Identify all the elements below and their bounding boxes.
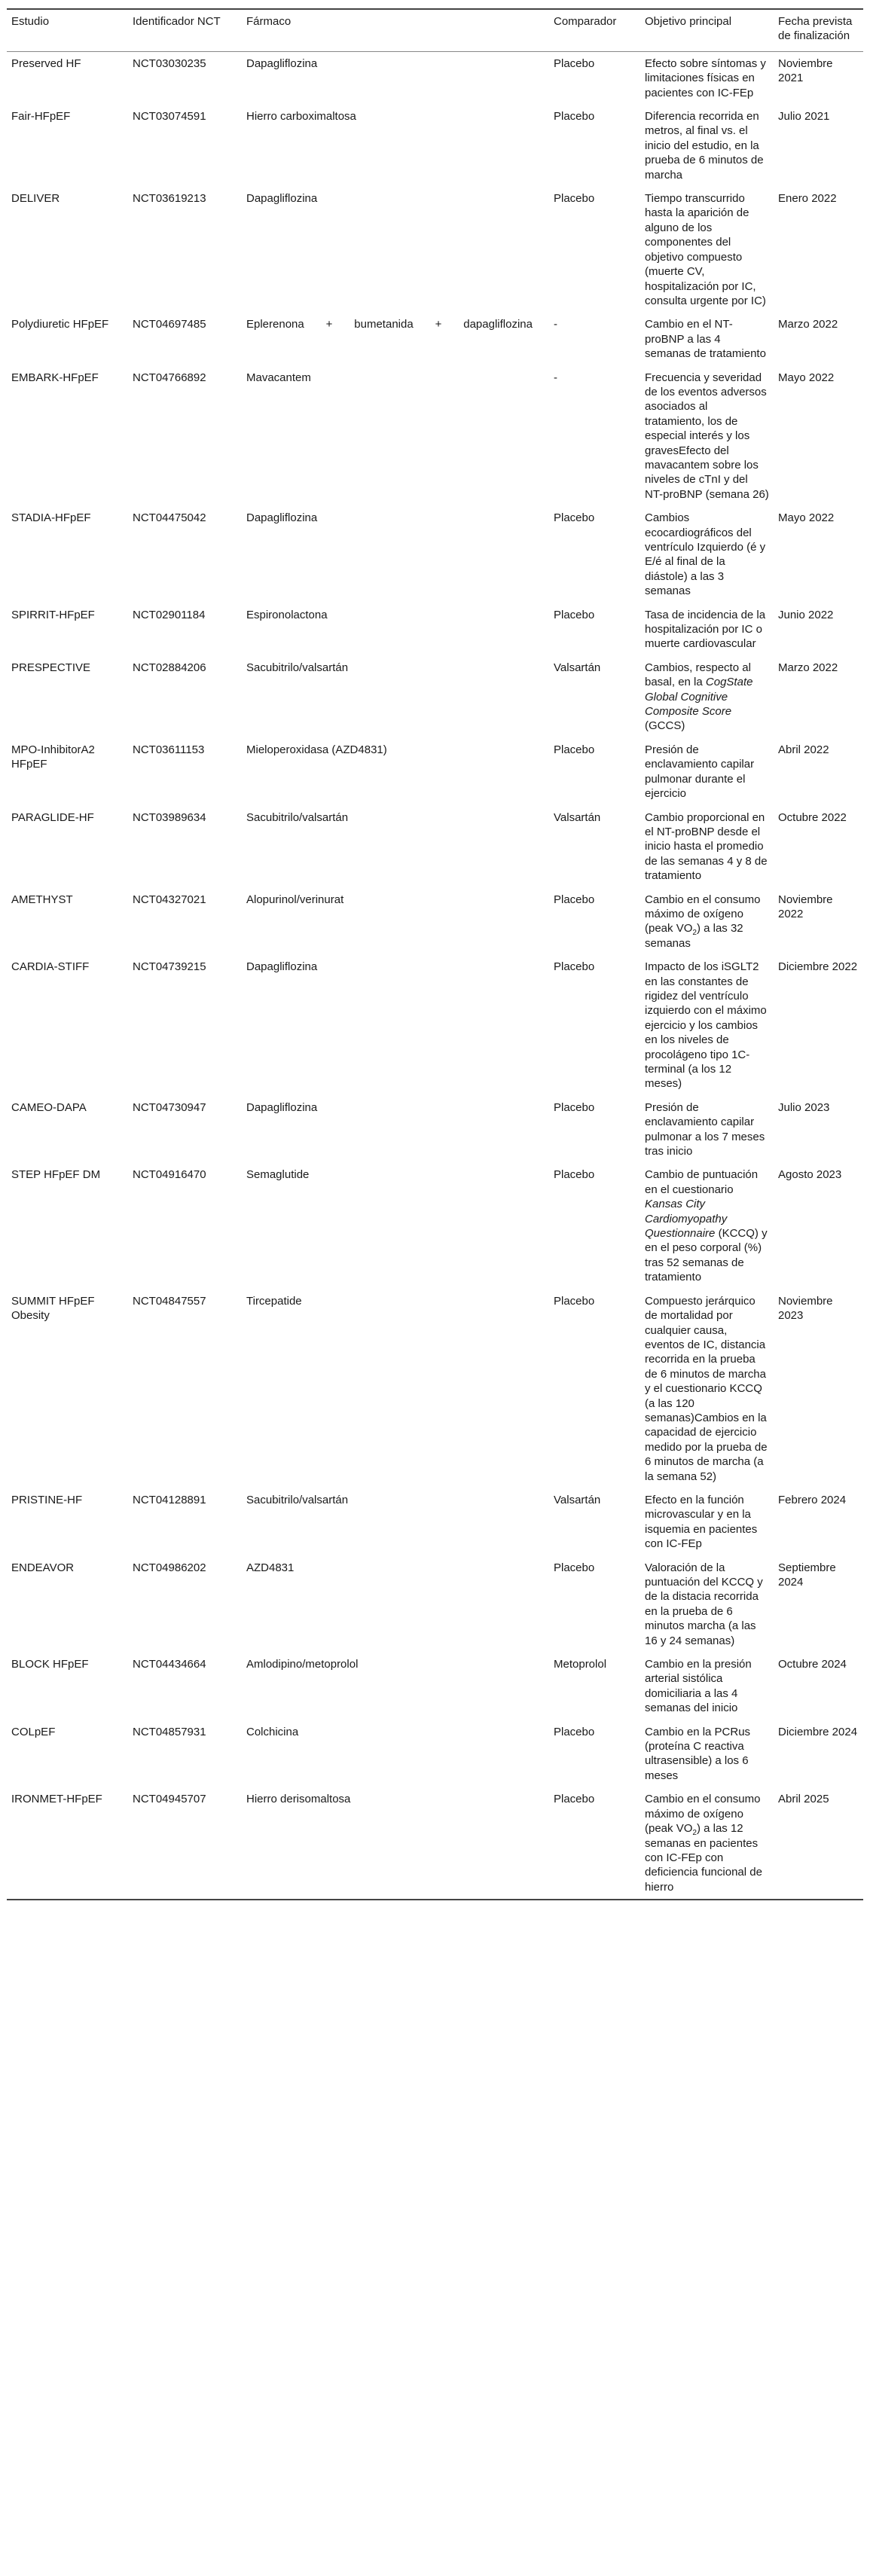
objective-cell: Cambio en la PCRus (proteína C reactiva ultrasensible) a los 6 meses — [645, 1725, 751, 1782]
drug-part: Eplerenona — [246, 318, 304, 331]
drug-cell: Hierro carboximaltosa — [246, 110, 356, 124]
end-date-cell: Octubre 2022 — [778, 810, 847, 824]
header-study: Estudio — [11, 15, 50, 28]
study-cell: AMETHYST — [11, 893, 73, 906]
table-row — [7, 366, 863, 507]
study-cell: CAMEO-DAPA — [11, 1100, 87, 1114]
objective-cell: Cambio en la presión arterial sistólica domiciliaria a las 4 semanas del inicio — [645, 1658, 752, 1715]
objective-cell: Impacto de los iSGLT2 en las constantes de rigidez del ventrículo izquierdo con el máximo ejercicio y los cambios en los niveles de procolágeno tipo 1C-terminal (a los 12 meses) — [645, 960, 767, 1091]
objective-cell: Valoración de la puntuación del KCCQ y de la distacia recorrida en la prueba de 6 minutos marcha (a las 16 y 24 semanas) — [645, 1561, 763, 1647]
header-objective: Objetivo principal — [645, 15, 732, 28]
table-row — [7, 806, 863, 888]
objective-cell: Tiempo transcurrido hasta la aparición de alguno de los componentes del objetivo compuesto (muerte CV, hospitalización por IC, consulta urgente por IC) — [645, 192, 766, 307]
objective-cell: Cambios ecocardiográficos del ventrículo Izquierdo (é y E/é al final de la diástole) a las 3 semanas — [645, 511, 766, 598]
comparator-cell: Placebo — [554, 1168, 595, 1182]
table-row — [7, 1096, 863, 1164]
end-date-cell: Julio 2021 — [778, 110, 830, 124]
objective-cell: Efecto en la función microvascular y en la isquemia en pacientes con IC-FEp — [645, 1493, 758, 1551]
objective-italic-text: Kansas City Cardiomyopathy Questionnaire — [645, 1198, 728, 1241]
objective-cell: Presión de enclavamiento capilar pulmonar durante el ejercicio — [645, 743, 755, 801]
drug-cell: Colchicina — [246, 1725, 299, 1738]
end-date-cell: Septiembre 2024 — [778, 1561, 836, 1589]
objective-text: Cambio de puntuación en el cuestionario — [645, 1168, 759, 1196]
objective-cell — [640, 1787, 774, 1900]
comparator-cell: Placebo — [554, 192, 595, 206]
comparator-cell: Valsartán — [554, 661, 601, 674]
nct-cell: NCT03030235 — [133, 56, 206, 70]
nct-cell: NCT04986202 — [133, 1561, 206, 1574]
nct-cell: NCT04730947 — [133, 1100, 206, 1114]
comparator-cell: Placebo — [554, 511, 595, 525]
end-date-cell: Marzo 2022 — [778, 318, 838, 331]
table-row — [7, 1720, 863, 1788]
clinical-trials-table-container — [7, 8, 863, 1900]
table-row — [7, 1163, 863, 1289]
drug-part: dapagliflozina — [463, 318, 533, 331]
study-cell: COLpEF — [11, 1725, 56, 1738]
table-row — [7, 1653, 863, 1720]
objective-text: Cambio en el consumo máximo de oxígeno (peak VO — [645, 893, 761, 935]
end-date-cell: Diciembre 2022 — [778, 960, 858, 974]
nct-cell: NCT04697485 — [133, 318, 206, 331]
study-cell: PRISTINE-HF — [11, 1493, 83, 1506]
drug-cell: Semaglutide — [246, 1168, 310, 1182]
objective-text: (KCCQ) y en el peso corporal (%) tras 52 semanas de tratamiento — [645, 1227, 768, 1284]
nct-cell: NCT04434664 — [133, 1658, 206, 1671]
end-date-cell: Agosto 2023 — [778, 1168, 842, 1182]
end-date-cell: Noviembre 2022 — [778, 893, 833, 920]
drug-part: bumetanida — [354, 318, 414, 331]
end-date-cell: Diciembre 2024 — [778, 1725, 858, 1738]
study-cell: ENDEAVOR — [11, 1561, 75, 1574]
objective-text: Cambios, respecto al basal, en la — [645, 661, 751, 689]
table-row — [7, 51, 863, 105]
objective-cell: Frecuencia y severidad de los eventos adversos asociados al tratamiento, los de especial interés y los gravesEfecto del mavacantem sobre los niveles de cTnI y del NT-proBNP (semana 26) — [645, 371, 769, 501]
end-date-cell: Junio 2022 — [778, 608, 834, 621]
comparator-cell: Metoprolol — [554, 1658, 607, 1671]
nct-cell: NCT04128891 — [133, 1493, 206, 1506]
objective-text: (GCCS) — [645, 719, 685, 733]
table-row — [7, 738, 863, 806]
study-cell: STADIA-HFpEF — [11, 511, 91, 525]
nct-cell: NCT04739215 — [133, 960, 206, 974]
drug-cell: Tircepatide — [246, 1294, 302, 1308]
objective-text: Cambio en el consumo máximo de oxígeno (peak VO — [645, 1793, 761, 1836]
end-date-cell: Noviembre 2021 — [778, 56, 833, 85]
drug-part: + — [325, 318, 333, 331]
objective-cell — [640, 656, 774, 738]
table-header — [7, 9, 863, 51]
nct-cell: NCT04327021 — [133, 893, 206, 906]
objective-text: ) a las 12 semanas en pacientes con IC-FEp con deficiencia funcional de hierro — [645, 1822, 762, 1894]
study-cell: STEP HFpEF DM — [11, 1168, 101, 1182]
comparator-cell: Placebo — [554, 110, 595, 124]
drug-cell: Dapagliflozina — [246, 1100, 318, 1114]
end-date-cell: Mayo 2022 — [778, 511, 835, 525]
end-date-cell: Mayo 2022 — [778, 371, 835, 384]
end-date-cell: Enero 2022 — [778, 192, 837, 206]
objective-cell: Compuesto jerárquico de mortalidad por cualquier causa, eventos de IC, distancia recorrida en la prueba de 6 minutos de marcha y el cuestionario KCCQ (a las 120 semanas)Cambios en la capacidad de ejercicio medido por la prueba de 6 minutos de marcha (a la semana 52) — [645, 1294, 768, 1483]
end-date-cell: Noviembre 2023 — [778, 1294, 833, 1323]
comparator-cell: - — [554, 371, 557, 384]
study-cell: SPIRRIT-HFpEF — [11, 608, 95, 621]
table-row — [7, 1290, 863, 1488]
objective-italic-text: CogState Global Cognitive Composite Score — [645, 676, 753, 719]
drug-cell: AZD4831 — [246, 1561, 295, 1574]
table-row — [7, 1556, 863, 1653]
table-row — [7, 1488, 863, 1556]
nct-cell: NCT04766892 — [133, 371, 206, 384]
comparator-cell: Valsartán — [554, 1493, 601, 1506]
study-cell: IRONMET-HFpEF — [11, 1793, 102, 1806]
drug-cell: Sacubitrilo/valsartán — [246, 1493, 349, 1506]
table-row — [7, 1787, 863, 1900]
study-cell: PARAGLIDE-HF — [11, 810, 94, 824]
nct-cell: NCT04475042 — [133, 511, 206, 525]
comparator-cell: Placebo — [554, 608, 595, 621]
comparator-cell: Valsartán — [554, 810, 601, 824]
table-row — [7, 656, 863, 738]
end-date-cell: Abril 2022 — [778, 743, 829, 756]
objective-cell — [640, 1163, 774, 1289]
table-row — [7, 603, 863, 656]
comparator-cell: Placebo — [554, 1793, 595, 1806]
drug-cell: Dapagliflozina — [246, 192, 318, 206]
table-row — [7, 313, 863, 365]
nct-cell: NCT03074591 — [133, 110, 206, 124]
drug-cell: Alopurinol/verinurat — [246, 893, 344, 906]
study-cell: BLOCK HFpEF — [11, 1658, 89, 1671]
drug-cell — [242, 313, 549, 365]
drug-cell: Dapagliflozina — [246, 56, 318, 70]
nct-cell: NCT04857931 — [133, 1725, 206, 1738]
end-date-cell: Abril 2025 — [778, 1793, 829, 1806]
study-cell: Fair-HFpEF — [11, 110, 71, 124]
objective-cell: Presión de enclavamiento capilar pulmonar a los 7 meses tras inicio — [645, 1100, 765, 1158]
clinical-trials-table — [7, 8, 863, 1900]
header-end-date: Fecha prevista de finalización — [778, 15, 853, 43]
study-cell: Polydiuretic HFpEF — [11, 318, 109, 331]
comparator-cell: Placebo — [554, 56, 595, 70]
comparator-cell: Placebo — [554, 1100, 595, 1114]
table-row — [7, 888, 863, 956]
objective-subscript: 2 — [692, 1829, 697, 1838]
nct-cell: NCT04916470 — [133, 1168, 206, 1182]
drug-cell: Dapagliflozina — [246, 960, 318, 974]
header-nct: Identificador NCT — [133, 15, 221, 28]
study-cell: EMBARK-HFpEF — [11, 371, 99, 384]
header-drug: Fármaco — [246, 15, 292, 28]
nct-cell: NCT03989634 — [133, 810, 206, 824]
objective-cell: Efecto sobre síntomas y limitaciones físicas en pacientes con IC-FEp — [645, 56, 766, 99]
study-cell: DELIVER — [11, 192, 60, 206]
drug-cell: Amlodipino/metoprolol — [246, 1658, 359, 1671]
nct-cell: NCT02884206 — [133, 661, 206, 674]
drug-cell: Mavacantem — [246, 371, 311, 384]
nct-cell: NCT04945707 — [133, 1793, 206, 1806]
table-body — [7, 51, 863, 1900]
nct-cell: NCT04847557 — [133, 1294, 206, 1308]
drug-cell: Hierro derisomaltosa — [246, 1793, 351, 1806]
comparator-cell: Placebo — [554, 743, 595, 756]
table-row — [7, 506, 863, 603]
comparator-cell: Placebo — [554, 1725, 595, 1738]
drug-cell: Dapagliflozina — [246, 511, 318, 525]
objective-text: ) a las 32 semanas — [645, 922, 743, 950]
table-row — [7, 105, 863, 187]
header-comparator: Comparador — [554, 15, 617, 28]
objective-subscript: 2 — [692, 929, 697, 938]
end-date-cell: Febrero 2024 — [778, 1493, 847, 1506]
table-row — [7, 187, 863, 313]
drug-combination — [246, 317, 533, 331]
objective-cell: Cambio en el NT-proBNP a las 4 semanas de tratamiento — [645, 318, 766, 361]
table-row — [7, 955, 863, 1096]
objective-cell — [640, 888, 774, 956]
comparator-cell: Placebo — [554, 893, 595, 906]
objective-cell: Diferencia recorrida en metros, al final vs. el inicio del estudio, en la prueba de 6 minutos de marcha — [645, 110, 764, 182]
drug-cell: Sacubitrilo/valsartán — [246, 810, 349, 824]
comparator-cell: Placebo — [554, 960, 595, 974]
header-row — [7, 9, 863, 51]
nct-cell: NCT02901184 — [133, 608, 206, 621]
drug-cell: Sacubitrilo/valsartán — [246, 661, 349, 674]
study-cell: PRESPECTIVE — [11, 661, 91, 674]
objective-cell: Cambio proporcional en el NT-proBNP desde el inicio hasta el promedio de las semanas 4 y 8 de tratamiento — [645, 810, 768, 883]
drug-part: + — [435, 318, 442, 331]
end-date-cell: Marzo 2022 — [778, 661, 838, 674]
drug-cell: Mieloperoxidasa (AZD4831) — [246, 743, 387, 756]
study-cell: SUMMIT HFpEF Obesity — [11, 1294, 95, 1323]
end-date-cell: Octubre 2024 — [778, 1658, 847, 1671]
study-cell: MPO-InhibitorA2 HFpEF — [11, 743, 95, 771]
study-cell: CARDIA-STIFF — [11, 960, 90, 974]
drug-cell: Espironolactona — [246, 608, 328, 621]
nct-cell: NCT03611153 — [133, 743, 205, 756]
nct-cell: NCT03619213 — [133, 192, 206, 206]
objective-cell: Tasa de incidencia de la hospitalización por IC o muerte cardiovascular — [645, 608, 766, 651]
study-cell: Preserved HF — [11, 56, 81, 70]
comparator-cell: Placebo — [554, 1294, 595, 1308]
comparator-cell: - — [554, 318, 557, 331]
end-date-cell: Julio 2023 — [778, 1100, 830, 1114]
comparator-cell: Placebo — [554, 1561, 595, 1574]
